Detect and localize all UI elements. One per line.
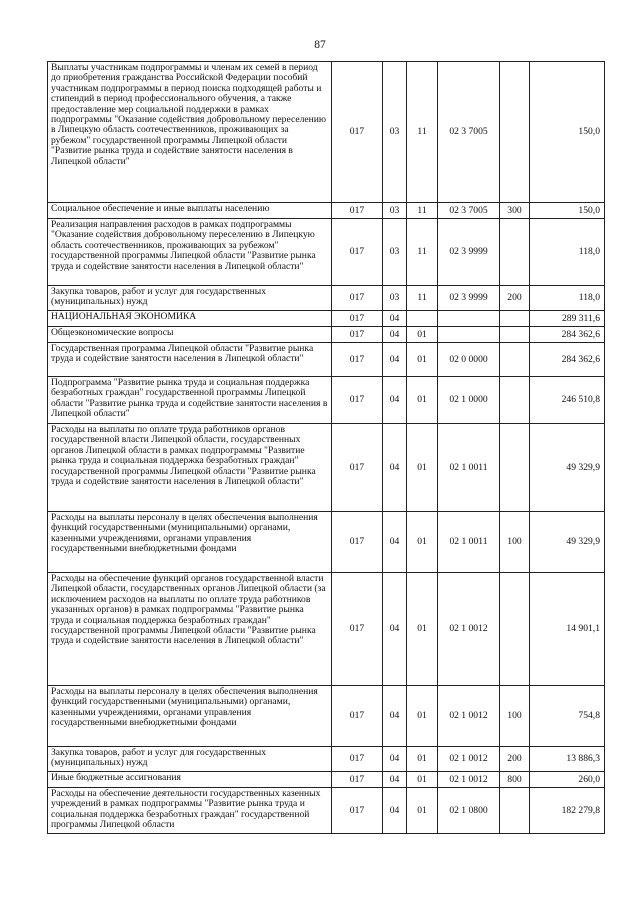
grbs-cell: 017 [332, 219, 383, 286]
target-article-cell: 02 1 0012 [438, 747, 500, 772]
table-row [48, 203, 605, 219]
section-cell: 04 [383, 343, 407, 377]
section-cell: 04 [383, 311, 407, 327]
section-cell: 03 [383, 219, 407, 286]
grbs-cell: 017 [332, 311, 383, 327]
row-name-cell: Подпрограмма "Развитие рынка труда и социальная поддержка безработных граждан" государственной программы Липецкой области "Развитие рынка труда и содействие занятости населения в Липецкой области" [48, 377, 332, 424]
target-article-cell: 02 1 0012 [438, 772, 500, 788]
expense-type-cell [500, 219, 530, 286]
grbs-cell: 017 [332, 512, 383, 573]
row-name-cell: НАЦИОНАЛЬНАЯ ЭКОНОМИКА [48, 311, 332, 327]
grbs-cell: 017 [332, 62, 383, 203]
grbs-cell: 017 [332, 377, 383, 424]
row-name-cell: Расходы на выплаты персоналу в целях обеспечения выполнения функций государственными (муниципальными) органами, казенными учреждениями, органами управления государственными внебюджетными фондами [48, 686, 332, 747]
amount-cell: 182 279,8 [530, 788, 605, 834]
row-name-cell: Выплаты участникам подпрограммы и членам их семей в период до приобретения гражданства Российской Федерации пособий участникам подпрограммы в период поиска подходящей работы и стипендий в период профессионального обучения, а также предоставление мер социальной поддержки в рамках подпрограммы "Оказание содействия добровольному переселению в Липецкую область соотечественников, проживающих за рубежом" государственной программы Липецкой области "Развитие рынка труда и содействие занятости населения в Липецкой области" [48, 62, 332, 203]
table-row [48, 512, 605, 573]
grbs-cell: 017 [332, 327, 383, 343]
target-article-cell: 02 1 0011 [438, 424, 500, 512]
subsection-cell: 01 [407, 788, 438, 834]
subsection-cell: 01 [407, 512, 438, 573]
section-cell: 04 [383, 512, 407, 573]
budget-table [47, 61, 605, 834]
subsection-cell: 01 [407, 573, 438, 686]
grbs-cell: 017 [332, 573, 383, 686]
subsection-cell: 11 [407, 286, 438, 311]
section-cell: 04 [383, 327, 407, 343]
expense-type-cell: 200 [500, 747, 530, 772]
amount-cell: 754,8 [530, 686, 605, 747]
table-row [48, 747, 605, 772]
expense-type-cell [500, 311, 530, 327]
amount-cell: 260,0 [530, 772, 605, 788]
target-article-cell: 02 3 7005 [438, 62, 500, 203]
section-cell: 04 [383, 573, 407, 686]
target-article-cell [438, 311, 500, 327]
expense-type-cell: 200 [500, 286, 530, 311]
expense-type-cell: 800 [500, 772, 530, 788]
amount-cell: 49 329,9 [530, 512, 605, 573]
row-name-cell: Закупка товаров, работ и услуг для государственных (муниципальных) нужд [48, 286, 332, 311]
expense-type-cell [500, 573, 530, 686]
amount-cell: 150,0 [530, 62, 605, 203]
table-row [48, 286, 605, 311]
grbs-cell: 017 [332, 203, 383, 219]
row-name-cell: Расходы на выплаты по оплате труда работников органов государственной власти Липецкой области, государственных органов Липецкой области в рамках подпрограммы "Развитие рынка труда и социальная поддержка безработных граждан" государственной программы Липецкой области "Развитие рынка труда и содействие занятости населения в Липецкой области" [48, 424, 332, 512]
table-row [48, 62, 605, 203]
row-name-cell: Расходы на обеспечение функций органов государственной власти Липецкой области, государственных органов Липецкой области (за исключением расходов на выплаты по оплате труда работников указанных органов) в рамках подпрограммы "Развитие рынка труда и социальная поддержка безработных граждан" государственной программы Липецкой области "Развитие рынка труда и содействие занятости населения в Липецкой области" [48, 573, 332, 686]
expense-type-cell: 300 [500, 203, 530, 219]
row-name-cell: Иные бюджетные ассигнования [48, 772, 332, 788]
subsection-cell: 01 [407, 686, 438, 747]
target-article-cell: 02 1 0011 [438, 512, 500, 573]
expense-type-cell [500, 424, 530, 512]
section-cell: 04 [383, 686, 407, 747]
amount-cell: 13 886,3 [530, 747, 605, 772]
section-cell: 04 [383, 747, 407, 772]
row-name-cell: Реализация направления расходов в рамках подпрограммы "Оказание содействия добровольному переселению в Липецкую область соотечественников, проживающих за рубежом" государственной программы Липецкой области "Развитие рынка труда и содействие занятости населения в Липецкой области" [48, 219, 332, 286]
grbs-cell: 017 [332, 286, 383, 311]
table-row [48, 788, 605, 834]
amount-cell: 49 329,9 [530, 424, 605, 512]
amount-cell: 284 362,6 [530, 327, 605, 343]
subsection-cell: 01 [407, 343, 438, 377]
target-article-cell: 02 3 9999 [438, 219, 500, 286]
section-cell: 03 [383, 286, 407, 311]
target-article-cell: 02 1 0012 [438, 573, 500, 686]
table-row [48, 573, 605, 686]
expense-type-cell: 100 [500, 512, 530, 573]
row-name-cell: Расходы на выплаты персоналу в целях обеспечения выполнения функций государственными (муниципальными) органами, казенными учреждениями, органами управления государственными внебюджетными фондами [48, 512, 332, 573]
table-row [48, 219, 605, 286]
subsection-cell [407, 311, 438, 327]
grbs-cell: 017 [332, 424, 383, 512]
grbs-cell: 017 [332, 772, 383, 788]
row-name-cell: Общеэкономические вопросы [48, 327, 332, 343]
section-cell: 04 [383, 377, 407, 424]
subsection-cell: 01 [407, 772, 438, 788]
table-row [48, 327, 605, 343]
amount-cell: 14 901,1 [530, 573, 605, 686]
grbs-cell: 017 [332, 788, 383, 834]
subsection-cell: 11 [407, 203, 438, 219]
table-row [48, 343, 605, 377]
row-name-cell: Закупка товаров, работ и услуг для государственных (муниципальных) нужд [48, 747, 332, 772]
row-name-cell: Государственная программа Липецкой области "Развитие рынка труда и содействие занятости населения в Липецкой области" [48, 343, 332, 377]
expense-type-cell: 100 [500, 686, 530, 747]
expense-type-cell [500, 343, 530, 377]
amount-cell: 284 362,6 [530, 343, 605, 377]
table-row [48, 377, 605, 424]
page-number: 87 [314, 39, 326, 51]
amount-cell: 150,0 [530, 203, 605, 219]
table-row [48, 772, 605, 788]
expense-type-cell [500, 788, 530, 834]
section-cell: 04 [383, 424, 407, 512]
target-article-cell: 02 0 0000 [438, 343, 500, 377]
section-cell: 03 [383, 203, 407, 219]
target-article-cell: 02 3 9999 [438, 286, 500, 311]
expense-type-cell [500, 62, 530, 203]
table-row [48, 686, 605, 747]
grbs-cell: 017 [332, 686, 383, 747]
subsection-cell: 11 [407, 219, 438, 286]
amount-cell: 118,0 [530, 219, 605, 286]
expense-type-cell [500, 327, 530, 343]
section-cell: 03 [383, 62, 407, 203]
expense-type-cell [500, 377, 530, 424]
target-article-cell: 02 3 7005 [438, 203, 500, 219]
amount-cell: 246 510,8 [530, 377, 605, 424]
target-article-cell: 02 1 0800 [438, 788, 500, 834]
table-row [48, 311, 605, 327]
section-cell: 04 [383, 772, 407, 788]
table-row [48, 424, 605, 512]
section-cell: 04 [383, 788, 407, 834]
subsection-cell: 11 [407, 62, 438, 203]
row-name-cell: Расходы на обеспечение деятельности государственных казенных учреждений в рамках подпрограммы "Развитие рынка труда и социальная поддержка безработных граждан" государственной программы Липецкой области [48, 788, 332, 834]
grbs-cell: 017 [332, 747, 383, 772]
subsection-cell: 01 [407, 424, 438, 512]
subsection-cell: 01 [407, 377, 438, 424]
grbs-cell: 017 [332, 343, 383, 377]
amount-cell: 289 311,6 [530, 311, 605, 327]
target-article-cell [438, 327, 500, 343]
subsection-cell: 01 [407, 327, 438, 343]
target-article-cell: 02 1 0000 [438, 377, 500, 424]
subsection-cell: 01 [407, 747, 438, 772]
amount-cell: 118,0 [530, 286, 605, 311]
target-article-cell: 02 1 0012 [438, 686, 500, 747]
budget-table-body [48, 62, 605, 834]
row-name-cell: Социальное обеспечение и иные выплаты населению [48, 203, 332, 219]
